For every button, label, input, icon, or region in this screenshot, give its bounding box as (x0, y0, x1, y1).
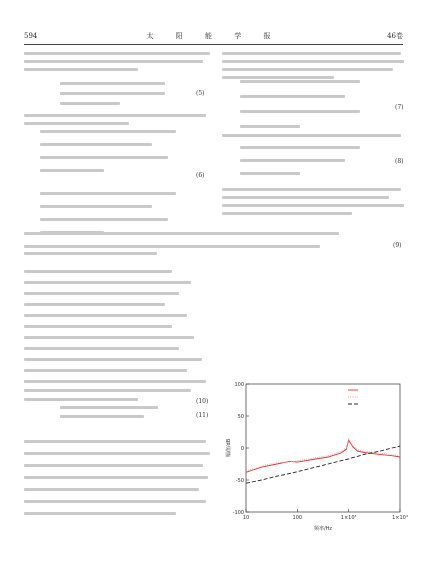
text-line (24, 389, 191, 392)
equation-number: (10) (196, 398, 209, 405)
equation-line (240, 95, 345, 98)
text-line (24, 68, 138, 71)
equation-number: (8) (395, 158, 404, 165)
x-tick-label: 10 (242, 515, 250, 521)
equation-line (240, 125, 300, 128)
text-line (24, 60, 203, 63)
equation-line (24, 347, 179, 350)
y-tick-label: -50 (235, 478, 244, 484)
equation-line (24, 369, 187, 372)
equation-9 (24, 224, 394, 374)
equation-11 (60, 406, 200, 422)
equation-number: (11) (196, 412, 209, 419)
text-line (24, 500, 206, 503)
text-line (222, 134, 401, 137)
impedance-chart (224, 376, 408, 534)
equation-line (60, 82, 165, 85)
text-line (24, 52, 210, 55)
text-line (24, 398, 138, 401)
equation-line (24, 325, 172, 328)
equation-number: (7) (395, 104, 404, 111)
equation-line (24, 303, 165, 306)
equation-line (240, 146, 360, 149)
page-number: 594 (24, 32, 38, 40)
equation-line (24, 358, 202, 361)
text-line (222, 204, 404, 207)
text-line (222, 196, 389, 199)
plot-frame (246, 384, 400, 512)
equation-line (24, 336, 194, 339)
x-tick-label: 100 (292, 515, 303, 521)
equation-8 (240, 146, 390, 186)
series-line-3 (246, 446, 400, 483)
equation-line (24, 281, 191, 284)
equation-number: (5) (196, 90, 205, 97)
equation-line (60, 406, 158, 409)
equation-line (24, 292, 179, 295)
series-line-1 (246, 440, 400, 472)
equation-line (240, 172, 300, 175)
y-tick-label: 100 (234, 382, 244, 388)
equation-line (40, 169, 104, 172)
text-line (222, 60, 404, 63)
header-rule (24, 44, 403, 45)
text-line (24, 440, 206, 443)
equation-line (40, 143, 152, 146)
equation-line (60, 92, 165, 95)
equation-line (40, 192, 176, 195)
text-line (24, 464, 203, 467)
x-tick-label: 1×10³ (340, 515, 357, 521)
y-tick-label: -100 (232, 510, 244, 516)
equation-number: (6) (196, 172, 205, 179)
equation-number: (9) (393, 242, 402, 249)
equation-line (40, 218, 168, 221)
equation-line (24, 314, 187, 317)
equation-7 (240, 80, 390, 130)
journal-title: 太 阳 能 学 报 (146, 32, 281, 40)
text-line (24, 114, 206, 117)
equation-line (24, 232, 339, 235)
equation-line (40, 205, 152, 208)
impedance-chart-svg (224, 376, 408, 534)
volume-label: 46卷 (387, 32, 403, 40)
figure-caption (224, 540, 408, 548)
page-header (24, 30, 403, 42)
right-column-text (222, 134, 408, 144)
right-column-text (222, 188, 408, 218)
equation-line (240, 80, 360, 83)
text-line (222, 68, 393, 71)
section-heading (24, 425, 214, 435)
text-line (222, 212, 352, 215)
y-axis-label: 幅值/dB (226, 438, 232, 458)
text-line (222, 52, 401, 55)
text-line (24, 476, 208, 479)
text-line (24, 512, 176, 515)
equation-line (240, 110, 360, 113)
series-line-2 (246, 439, 400, 471)
y-tick-label: 0 (240, 446, 244, 452)
equation-5 (60, 82, 210, 106)
text-line (24, 452, 210, 455)
text-line (24, 380, 206, 383)
section-body-text (24, 440, 214, 540)
equation-line (24, 270, 172, 273)
equation-line (60, 415, 144, 418)
equation-line (24, 245, 320, 248)
equation-line (40, 156, 168, 159)
text-line (222, 76, 334, 79)
x-axis-label: 频率/Hz (313, 526, 333, 532)
equation-line (60, 102, 120, 105)
y-tick-label: 50 (237, 414, 244, 420)
x-tick-label: 1×10⁴ (392, 515, 408, 521)
left-column-text (24, 114, 214, 128)
equation-line (240, 159, 345, 162)
equation-line (40, 130, 176, 133)
text-line (24, 122, 129, 125)
text-line (222, 188, 401, 191)
text-line (24, 488, 199, 491)
